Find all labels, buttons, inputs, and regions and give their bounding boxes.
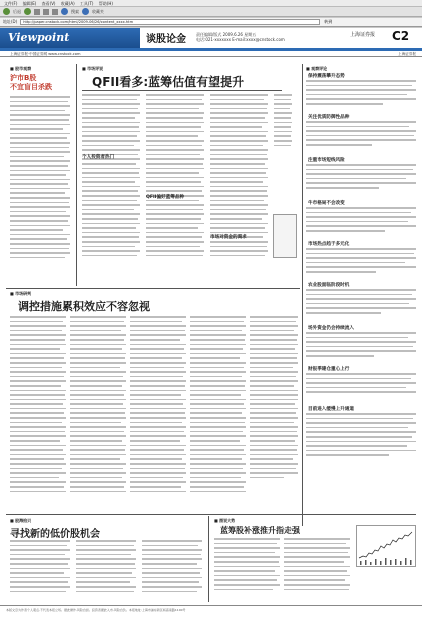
lead-col1 [82,94,140,284]
lead-sub3: 市场对资金的渴求 [210,235,247,240]
right-item-4-body [306,207,416,239]
mid-col1 [10,316,66,512]
bottom-left-col3 [142,540,202,602]
lead-col3 [210,94,268,284]
right-item-7-body [306,332,416,364]
stop-icon[interactable] [34,9,40,15]
bottom-rule-top [6,514,416,515]
browser-toolbar [0,7,422,17]
menu-edit[interactable]: 编辑(E) [22,1,37,6]
right-item-1-body [306,80,416,112]
right-item-7[interactable]: 场外资金仍会持续流入 [308,326,354,331]
right-col-tag: ■ 观察评论 [306,66,328,71]
bottom-right-col1 [214,538,280,602]
bottom-left-col1 [10,540,70,602]
brand-logo: Viewpoint [8,31,70,44]
lead-sub1: 个人投资者热门 [82,155,115,160]
mid-col2 [70,316,126,512]
menu-help[interactable]: 帮助(H) [98,1,113,6]
bottom-left-col2 [76,540,136,602]
lead-tag: ■ 市场评说 [82,66,104,71]
page-footer: 本版文章为作者个人观点,不代表本报立场。据此操作,风险自担。投资者据此入市,风险自负。本报地址:上海市浦东新区杨高南路1100号 [0,605,422,617]
masthead-info-line2: 电话:021-xxxxxxx E-mail:xxxx@cnstock.com [196,37,285,42]
right-item-6-body [306,289,416,321]
right-item-8[interactable]: 财报季建仓重心上行 [308,367,350,372]
back-icon[interactable] [3,8,10,15]
paper-logo: 上海证券报 [350,32,376,38]
menu-view[interactable]: 查看(V) [41,1,56,6]
favorites-label[interactable]: 收藏夹 [92,8,104,14]
bottom-col-rule [208,516,209,602]
market-chart-svg [357,526,415,566]
mid-col3 [130,316,186,512]
bottom-left-headline[interactable]: 寻找新的低价股机会 [10,529,100,540]
browser-menu-bar [0,0,422,7]
masthead-info-line1: 责任编辑/版式 2009.6.26 星期五 [196,32,257,37]
url-input[interactable]: http://paper.cnstock.com/html/2009-06/26/content_xxxx.htm [20,19,320,25]
lead-quote-box [273,214,297,258]
menu-tools[interactable]: 工具(T) [79,1,94,6]
bottom-left-tag: ■ 股海拾贝 [10,518,32,523]
right-item-3[interactable]: 注重市场短线风险 [308,158,345,163]
bottom-right-col2 [284,538,350,602]
menu-favorites[interactable]: 收藏(A) [60,1,75,6]
right-item-8-body [306,373,416,403]
left-col-headline[interactable]: 沪市B股 不宜盲目杀跌 [10,74,52,91]
subline [0,51,422,57]
menu-file[interactable]: 文件(F) [4,1,18,6]
right-item-6[interactable]: 农业股面临阶段时机 [308,283,350,288]
mid-tag: ■ 市场研判 [10,291,32,296]
back-label[interactable]: 后退 [13,8,21,14]
right-item-2-body [306,121,416,153]
right-item-5[interactable]: 市场热点趋于多元化 [308,242,350,247]
right-item-5-body [306,248,416,280]
lead-headline[interactable]: QFII看多:蓝筹估值有望提升 [92,75,245,89]
mid-rule-top [6,288,300,289]
subline-right: 上海证券报 [398,52,416,56]
mid-headline[interactable]: 调控措施累积效应不容忽视 [18,300,150,313]
right-item-9[interactable]: 目前进入缓慢上升通道 [308,407,354,412]
column-rule [76,64,77,286]
masthead [0,28,422,48]
right-col-rule [302,64,303,526]
address-bar [0,18,422,27]
section-title: 谈股论金 [146,34,186,45]
page-number: C2 [392,29,410,43]
right-item-9-body [306,413,416,473]
mid-col5 [250,316,298,512]
search-icon[interactable] [61,8,68,15]
go-button[interactable]: 转到 [324,19,333,24]
search-label[interactable]: 搜索 [71,8,79,14]
chart-line [359,532,412,558]
lead-rule [82,90,282,91]
masthead-banner [0,28,140,48]
favorites-icon[interactable] [82,8,89,15]
forward-icon[interactable] [24,8,31,15]
home-icon[interactable] [52,9,58,15]
masthead-info [196,32,336,42]
chart-volume [360,558,412,565]
subline-text: 上海证券报·中国证券网 www.cnstock.com [10,52,81,56]
right-item-3-body [306,164,416,196]
right-item-1[interactable]: 保持震荡攀升态势 [308,74,345,79]
lead-col4 [274,94,292,214]
right-item-2[interactable]: 关注优质防御性品种 [308,115,350,120]
lead-col2 [146,94,204,284]
lead-sub2: QFII偏好蓝筹品种 [146,195,185,200]
mid-col4 [190,316,246,512]
newspaper-page [0,28,422,617]
left-col-body [10,96,70,281]
refresh-icon[interactable] [43,9,49,15]
bottom-right-headline[interactable]: 蓝筹股补涨推升指走强 [220,526,300,535]
address-label: 地址(D) [3,19,18,24]
market-chart-figure [356,525,416,567]
bottom-right-tag: ■ 图说大势 [214,518,236,523]
left-col-tag: ■ 股市观察 [10,66,32,71]
right-item-4[interactable]: 牛市格局不会改变 [308,201,345,206]
